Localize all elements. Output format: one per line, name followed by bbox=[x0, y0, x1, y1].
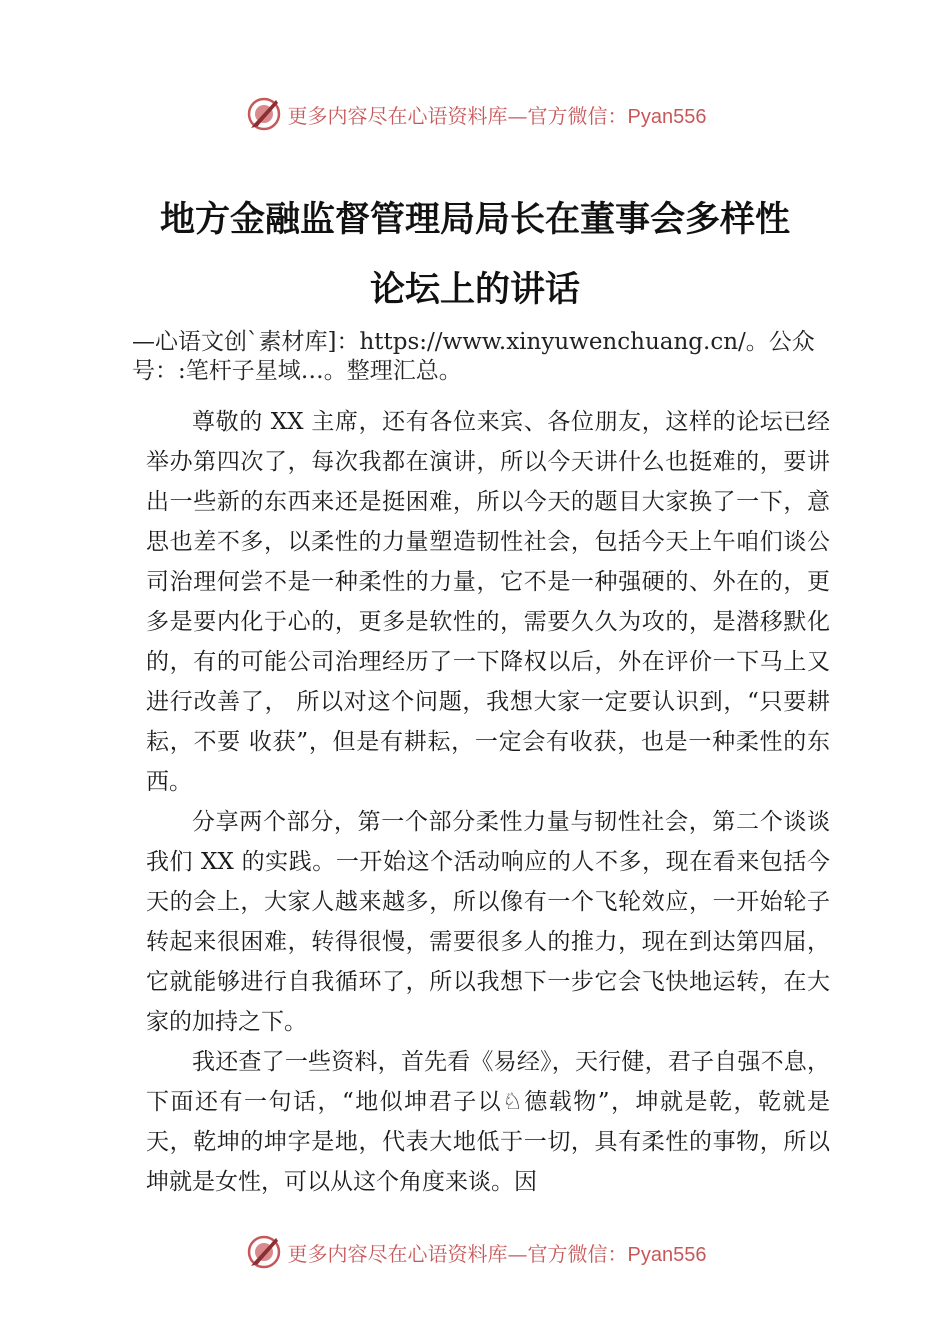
brand-logo-icon bbox=[244, 94, 284, 134]
document-body bbox=[146, 402, 830, 1202]
wechat-handle: Pyan556 bbox=[627, 105, 707, 128]
paragraph-2: 分享两个部分，第一个部分柔性力量与韧性社会，第二个谈谈我们 XX 的实践。一开始这个活动响应的人不多，现在看来包括今天的会上，大家人越来越多，所以像有一个飞轮效应，一开始轮子转起来很困难，转得很慢，需要很多人的推力，现在到达第四届，它就能够进行自我循环了，所以我想下一步它会飞快地运转，在大家的加持之下。 bbox=[146, 809, 830, 1035]
banner-text: 更多内容尽在心语资料库—官方微信： bbox=[287, 1241, 628, 1266]
document-title-line-2: 论坛上的讲话 bbox=[369, 269, 580, 310]
banner-text: 更多内容尽在心语资料库—官方微信： bbox=[287, 103, 628, 128]
paragraph-1: 尊敬的 XX 主席，还有各位来宾、各位朋友，这样的论坛已经举办第四次了，每次我都在演讲，所以今天讲什么也挺难的，要讲出一些新的东西来还是挺困难，所以今天的题目大家换了一下，意思也差不多，以柔性的力量塑造韧性社会，包括今天上午咱们谈公司治理何尝不是一种柔性的力量，它不是一种强硬的、外在的，更多是要内化于心的，更多是软性的，需要久久为攻的，是潜移默化的，有的可能公司治理经历了一下降权以后，外在评价一下马上又进行改善了， 所以对这个问题，我想大家一定要认识到，“只要耕耘，不要 收获”，但是有耕耘，一定会有收获，也是一种柔性的东西。 bbox=[146, 409, 830, 795]
paragraph-3: 我还查了一些资料，首先看《易经》，天行健，君子自强不息，下面还有一句话，“地似坤君子以♘德载物”，坤就是乾，乾就是天，乾坤的坤字是地，代表大地低于一切，具有柔性的事物，所以坤就是女性，可以从这个角度来谈。因 bbox=[146, 1049, 830, 1195]
header-banner bbox=[0, 92, 950, 136]
brand-logo-icon bbox=[244, 1232, 284, 1272]
wechat-handle: Pyan556 bbox=[627, 1243, 707, 1266]
document-title-line-1: 地方金融监督管理局局长在董事会多样性 bbox=[159, 199, 790, 240]
footer-banner bbox=[0, 1230, 950, 1274]
source-line: —心语文创`素材库]：https://www.xinyuwenchuang.cn/。公众号：:笔杆子星域…。整理汇总。 bbox=[132, 329, 815, 384]
